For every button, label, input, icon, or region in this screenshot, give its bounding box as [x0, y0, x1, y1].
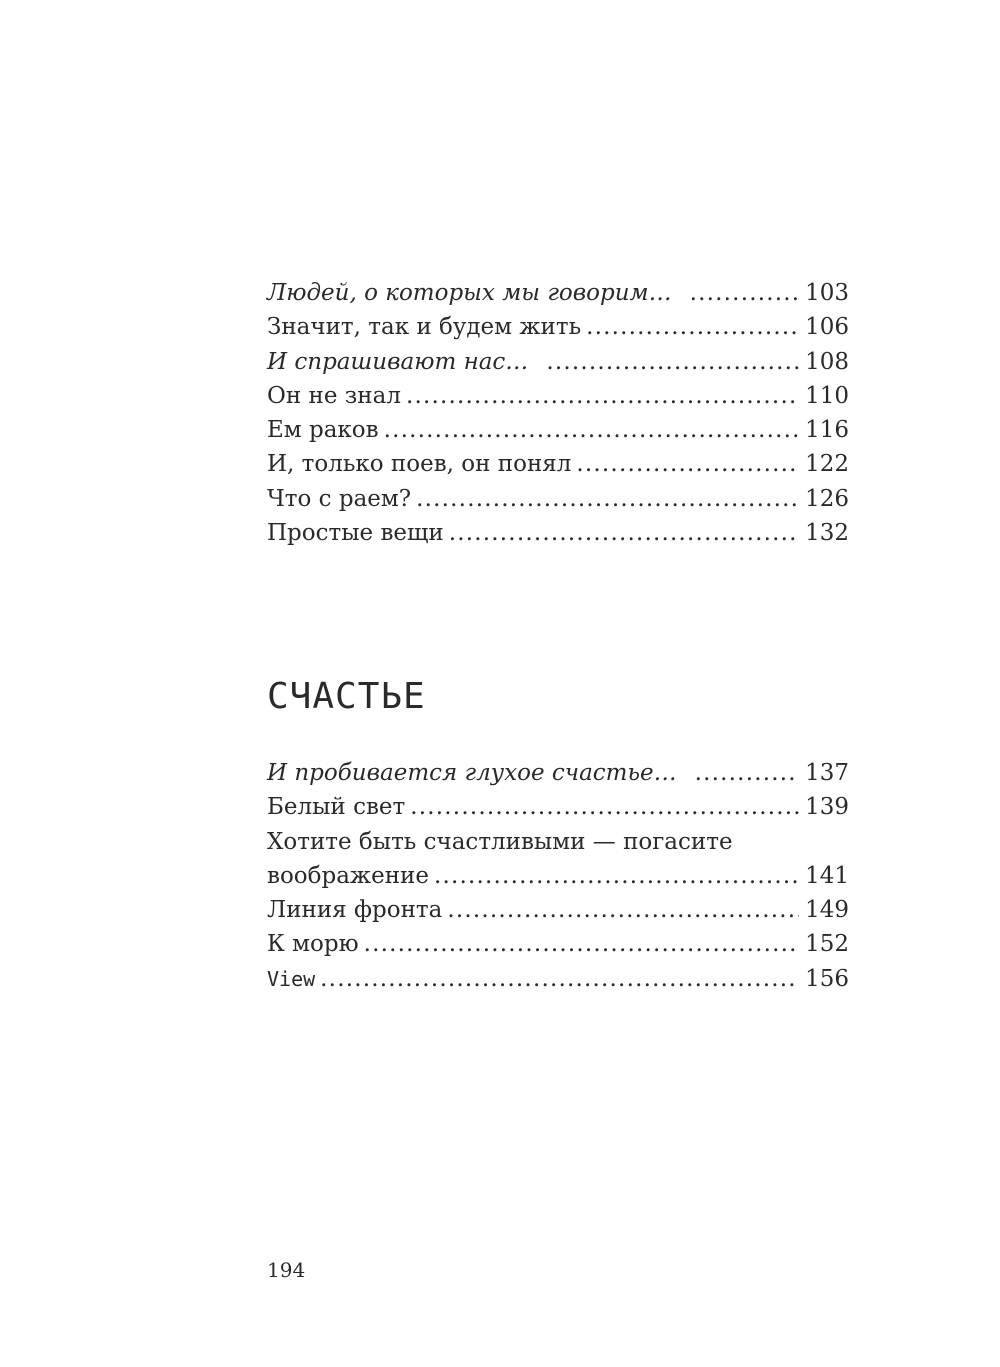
- dot-leader: [410, 790, 799, 824]
- toc-entry-title: И, только поев, он понял: [267, 451, 572, 478]
- toc-entry-title: Линия фронта: [267, 897, 443, 924]
- toc-list-part1: [267, 276, 849, 550]
- toc-entry: [267, 276, 849, 310]
- dot-leader: [690, 276, 799, 310]
- toc-entry-title-first-line: Хотите быть счастливыми — погасите: [267, 828, 733, 855]
- toc-entry-page: 126: [805, 485, 849, 512]
- toc-entry: [267, 859, 849, 893]
- dot-leader: [586, 310, 799, 344]
- toc-entry: [267, 893, 849, 927]
- toc-entry-page: 106: [805, 314, 849, 341]
- dot-leader: [546, 345, 799, 379]
- toc-entry-title: Людей, о которых мы говорим…: [267, 280, 672, 306]
- toc-entry-title: Что с раем?: [267, 485, 412, 512]
- toc-entry: [267, 482, 849, 516]
- toc-entry: [267, 516, 849, 550]
- toc-entry: [267, 962, 849, 996]
- toc-entry-title: Простые вещи: [267, 520, 444, 547]
- section-heading: СЧАСТЬЕ: [267, 676, 426, 717]
- toc-entry-title: воображение: [267, 862, 429, 889]
- toc-entry-page: 108: [805, 348, 849, 375]
- toc-entry-page: 139: [805, 794, 849, 821]
- toc-entry-title-line: [267, 825, 849, 859]
- toc-entry: [267, 790, 849, 824]
- dot-leader: [576, 447, 799, 481]
- dot-leader: [434, 859, 799, 893]
- toc-list-part2: [267, 756, 849, 996]
- toc-entry-title: View: [267, 966, 316, 991]
- toc-entry-page: 122: [805, 451, 849, 478]
- toc-entry-title: Он не знал: [267, 382, 401, 409]
- dot-leader: [416, 482, 799, 516]
- toc-entry-page: 110: [805, 382, 849, 409]
- dot-leader: [449, 516, 799, 550]
- toc-entry-page: 152: [805, 931, 849, 958]
- toc-entry-page: 116: [805, 417, 849, 444]
- toc-entry-title: Значит, так и будем жить: [267, 314, 582, 341]
- toc-entry-page: 141: [805, 862, 849, 889]
- toc-entry-page: 137: [805, 760, 849, 786]
- dot-leader: [447, 893, 799, 927]
- dot-leader: [320, 962, 799, 996]
- dot-leader: [384, 413, 799, 447]
- toc-entry-title: Ем раков: [267, 417, 379, 444]
- toc-entry-title: К морю: [267, 931, 359, 958]
- toc-entry: [267, 756, 849, 790]
- toc-entry-title: Белый свет: [267, 794, 406, 821]
- toc-entry: [267, 345, 849, 379]
- toc-entry-page: 149: [805, 897, 849, 924]
- toc-entry-page: 132: [805, 520, 849, 547]
- toc-entry: [267, 379, 849, 413]
- toc-entry-page: 156: [805, 965, 849, 992]
- toc-entry-title: И пробивается глухое счастье…: [267, 760, 677, 786]
- toc-entry: [267, 413, 849, 447]
- toc-entry-title: И спрашивают нас…: [267, 348, 529, 375]
- dot-leader: [364, 927, 799, 961]
- toc-entry-page: 103: [805, 280, 849, 306]
- toc-entry: [267, 310, 849, 344]
- toc-entry: [267, 447, 849, 481]
- dot-leader: [406, 379, 799, 413]
- toc-entry: [267, 927, 849, 961]
- dot-leader: [695, 756, 799, 790]
- page-number: 194: [267, 1258, 306, 1282]
